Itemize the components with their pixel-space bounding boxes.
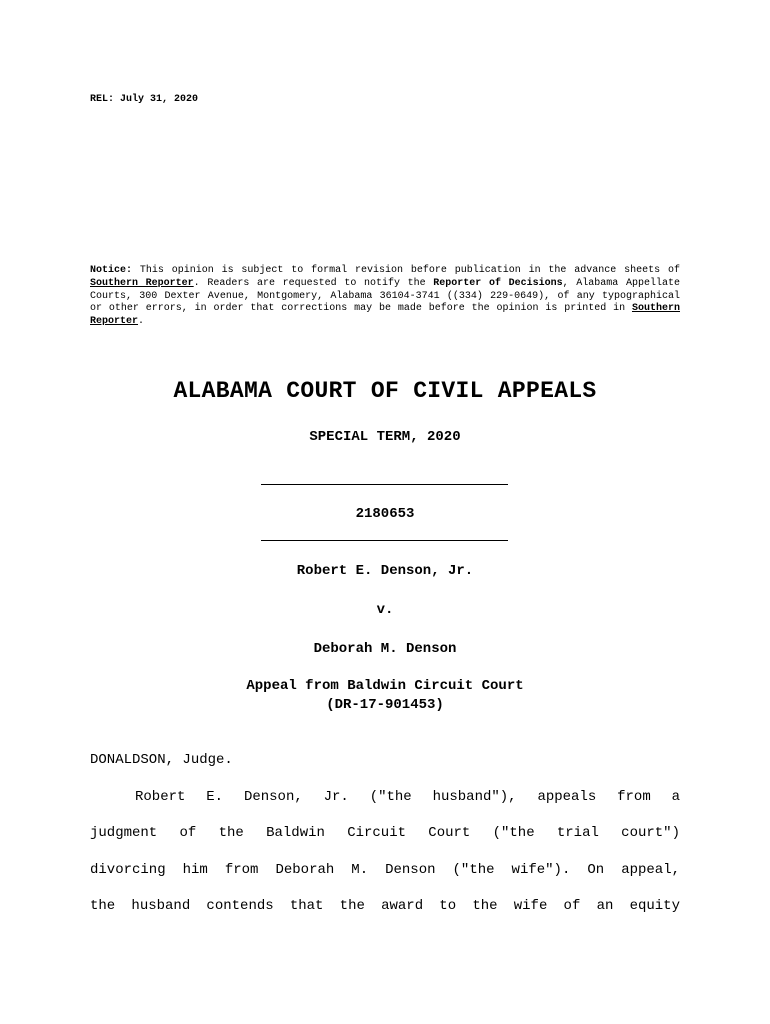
versus: v. [376,602,394,618]
notice-label: Notice: [90,265,133,276]
notice-text-1: This opinion is subject to formal revision before publication in the advance sheets of [132,265,680,276]
opinion-body [90,779,680,924]
opinion-line: divorcing him from Deborah M. Denson ("the wife"). On appeal, [90,861,680,878]
court-term: SPECIAL TERM, 2020 [309,429,461,445]
southern-reporter-ref-1: Southern Reporter [90,277,194,289]
appellant-name: Robert E. Denson, Jr. [296,563,474,579]
opinion-line: Robert E. Denson, Jr. ("the husband"), appeals from a [135,789,680,805]
divider-bottom [261,540,508,541]
publication-notice [90,265,680,329]
opinion-line: the husband contends that the award to the wife of an equity [90,897,680,914]
opinion-author: DONALDSON, Judge. [90,752,233,768]
divider-top [261,484,508,485]
court-name: ALABAMA COURT OF CIVIL APPEALS [173,378,597,404]
case-number: 2180653 [355,506,415,522]
opinion-line: judgment of the Baldwin Circuit Court ("the trial court") [90,825,680,842]
reporter-of-decisions: Reporter of Decisions [433,277,563,289]
notice-text-2: . Readers are requested to notify the [193,277,434,289]
notice-text-4: . [138,316,145,328]
southern-reporter-ref-2: Southern Reporter [90,303,680,328]
notice-text-3: , Alabama Appellate Courts, 300 Dexter Avenue, Montgomery, Alabama 36104-3741 ((334) 229-0649), of any typographical or other errors, in order that corrections may be made before the opinion is printed in [90,277,680,315]
lower-court-case-number: (DR-17-901453) [326,697,444,713]
release-date: REL: July 31, 2020 [90,94,199,105]
appellee-name: Deborah M. Denson [313,641,457,657]
appeal-from: Appeal from Baldwin Circuit Court [246,678,524,694]
